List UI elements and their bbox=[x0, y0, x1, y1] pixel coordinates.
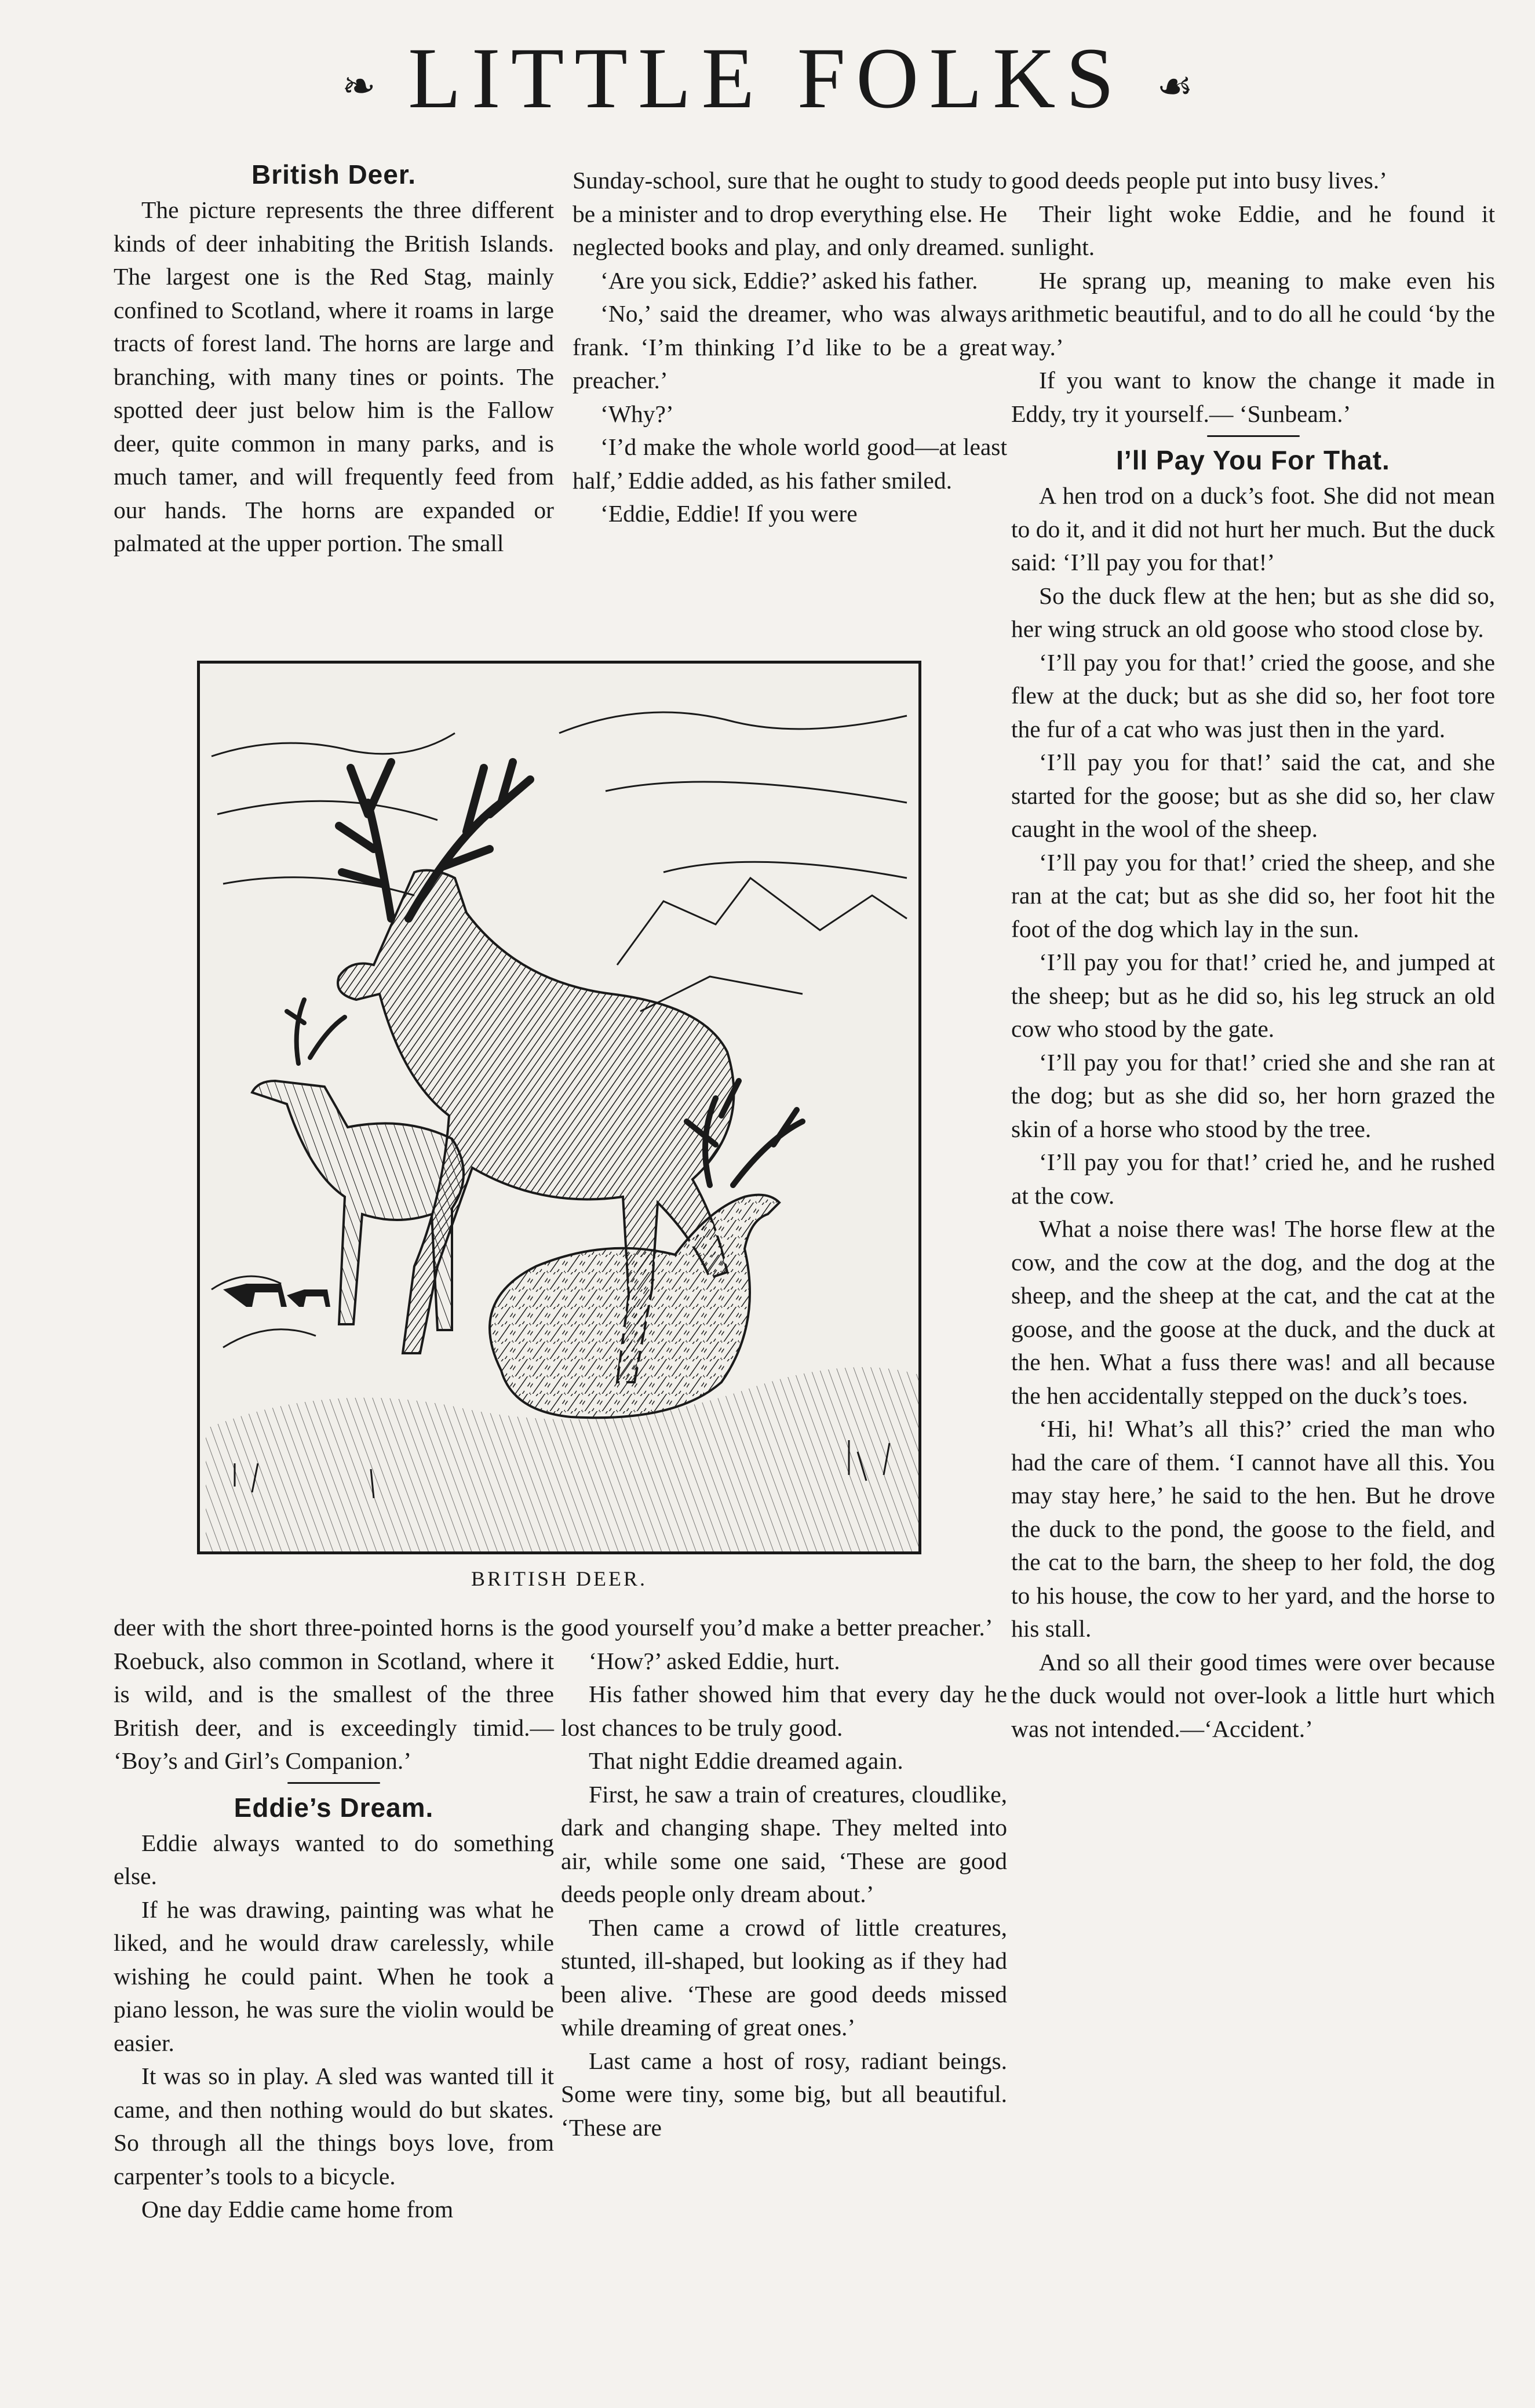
article-paragraph: A hen trod on a duck’s foot. She did not mean to do it, and it did not hurt her much. But the duck said: ‘I’ll pay you for that!’ bbox=[1011, 482, 1495, 575]
eddie-dream-column-2-top bbox=[573, 164, 1007, 531]
eddie-dream-column-2-bottom bbox=[561, 1611, 1007, 2144]
deer-illustration bbox=[197, 661, 921, 1554]
article-paragraph: deer with the short three-pointed horns is the Roebuck, also common in Scotland, where it is wild, and is the smallest of the three British deer, and is exceedingly timid.— ‘Boy’s and Girl’s Companion.’ bbox=[114, 1614, 554, 1774]
column-1-bottom bbox=[114, 1611, 554, 2227]
article-british-deer bbox=[114, 155, 554, 560]
article-title: I’ll Pay You For That. bbox=[1116, 445, 1390, 475]
article-paragraph: He sprang up, meaning to make even his arithmetic beautiful, and to do all he could ‘by the way.’ bbox=[1011, 267, 1495, 360]
article-paragraph: What a noise there was! The horse flew at the cow, and the cow at the dog, and the dog at the sheep, and the sheep at the cat, and the cat at the goose, and the goose at the duck, and the duck at the hen. What a fuss there was! and all because the hen accidentally stepped on the duck’s toes. bbox=[1011, 1215, 1495, 1409]
article-paragraph: ‘I’ll pay you for that!’ said the cat, and she started for the goose; but as she did so, her claw caught in the wool of the sheep. bbox=[1011, 749, 1495, 842]
masthead bbox=[0, 30, 1535, 126]
article-paragraph: ‘Why?’ bbox=[600, 400, 674, 427]
article-paragraph: good deeds people put into busy lives.’ bbox=[1011, 167, 1387, 194]
section-divider bbox=[1011, 431, 1495, 441]
article-paragraph: If he was drawing, painting was what he liked, and he would draw carelessly, while wishing he could paint. When he took a piano lesson, he was sure the violin would be easier. bbox=[114, 1896, 554, 2056]
article-paragraph: That night Eddie dreamed again. bbox=[589, 1747, 903, 1774]
column-3 bbox=[1011, 164, 1495, 1746]
deer-engraving-icon bbox=[200, 664, 918, 1551]
article-paragraph: ‘No,’ said the dreamer, who was always frank. ‘I’m thinking I’d like to be a great preacher.’ bbox=[573, 300, 1007, 394]
article-paragraph: ‘Eddie, Eddie! If you were bbox=[600, 500, 858, 527]
article-paragraph: ‘I’ll pay you for that!’ cried he, and he rushed at the cow. bbox=[1011, 1149, 1495, 1209]
article-paragraph: ‘I’d make the whole world good—at least half,’ Eddie added, as his father smiled. bbox=[573, 433, 1007, 494]
article-paragraph: The picture represents the three different kinds of deer inhabiting the British Islands. The largest one is the Red Stag, mainly confined to Scotland, where it roams in large tracts of forest land. The horns are large and branching, with many tines or points. The spotted deer just below him is the Fallow deer, quite common in many parks, and is much tamer, and will frequently feed from our hands. The horns are expanded or palmated at the upper portion. The small bbox=[114, 196, 554, 556]
article-paragraph: First, he saw a train of creatures, cloudlike, dark and changing shape. They melted into air, while some one said, ‘These are good deeds people only dream about.’ bbox=[561, 1780, 1007, 1907]
article-title: British Deer. bbox=[251, 159, 416, 190]
article-paragraph: good yourself you’d make a better preacher.’ bbox=[561, 1614, 993, 1641]
article-title: Eddie’s Dream. bbox=[234, 1792, 434, 1823]
article-paragraph: ‘Are you sick, Eddie?’ asked his father. bbox=[600, 267, 978, 294]
article-paragraph: And so all their good times were over because the duck would not over-look a little hurt which was not intended.—‘Accident.’ bbox=[1011, 1648, 1495, 1742]
article-paragraph: Eddie always wanted to do something else. bbox=[114, 1829, 554, 1889]
article-paragraph: One day Eddie came home from bbox=[141, 2196, 454, 2223]
masthead-title: LITTLE FOLKS bbox=[408, 30, 1125, 126]
illustration-caption: BRITISH DEER. bbox=[471, 1567, 647, 1590]
article-paragraph: Sunday-school, sure that he ought to study to be a minister and to drop everything else. He neglected books and play, and only dreamed. bbox=[573, 167, 1007, 260]
article-paragraph: ‘I’ll pay you for that!’ cried she and she ran at the dog; but as she did so, her horn grazed the skin of a horse who stood by the tree. bbox=[1011, 1048, 1495, 1142]
article-paragraph: ‘How?’ asked Eddie, hurt. bbox=[589, 1647, 840, 1674]
article-paragraph: Last came a host of rosy, radiant beings. Some were tiny, some big, but all beautiful. ‘These are bbox=[561, 2047, 1007, 2141]
article-paragraph: Their light woke Eddie, and he found it sunlight. bbox=[1011, 200, 1495, 260]
article-paragraph: So the duck flew at the hen; but as she did so, her wing struck an old goose who stood close by. bbox=[1011, 582, 1495, 642]
article-paragraph: ‘Hi, hi! What’s all this?’ cried the man who had the care of them. ‘I cannot have all this. You may stay here,’ he said to the hen. But he drove the duck to the pond, the goose to the field, and the cat to the barn, the sheep to her fold, the dog to his house, the cow to her yard, and the horse to his stall. bbox=[1011, 1415, 1495, 1642]
article-paragraph: ‘I’ll pay you for that!’ cried he, and jumped at the sheep; but as he did so, his leg struck an old cow who stood by the gate. bbox=[1011, 949, 1495, 1042]
article-paragraph: His father showed him that every day he lost chances to be truly good. bbox=[561, 1681, 1007, 1741]
ornament-right-icon: ☙ bbox=[1157, 64, 1194, 110]
section-divider bbox=[114, 1778, 554, 1788]
article-paragraph: ‘I’ll pay you for that!’ cried the goose, and she flew at the duck; but as she did so, her foot tore the fur of a cat who was just then in the yard. bbox=[1011, 649, 1495, 742]
article-paragraph: ‘I’ll pay you for that!’ cried the sheep, and she ran at the cat; but as she did so, her foot hit the foot of the dog which lay in the sun. bbox=[1011, 848, 1495, 942]
article-paragraph: Then came a crowd of little creatures, stunted, ill-shaped, but looking as if they had been alive. ‘These are good deeds missed while dreaming of great ones.’ bbox=[561, 1914, 1007, 2041]
article-paragraph: It was so in play. A sled was wanted till it came, and then nothing would do but skates. So through all the things boys love, from carpenter’s tools to a bicycle. bbox=[114, 2063, 554, 2190]
article-paragraph: If you want to know the change it made in Eddy, try it yourself.— ‘Sunbeam.’ bbox=[1011, 367, 1495, 427]
ornament-left-icon: ❧ bbox=[341, 64, 376, 110]
